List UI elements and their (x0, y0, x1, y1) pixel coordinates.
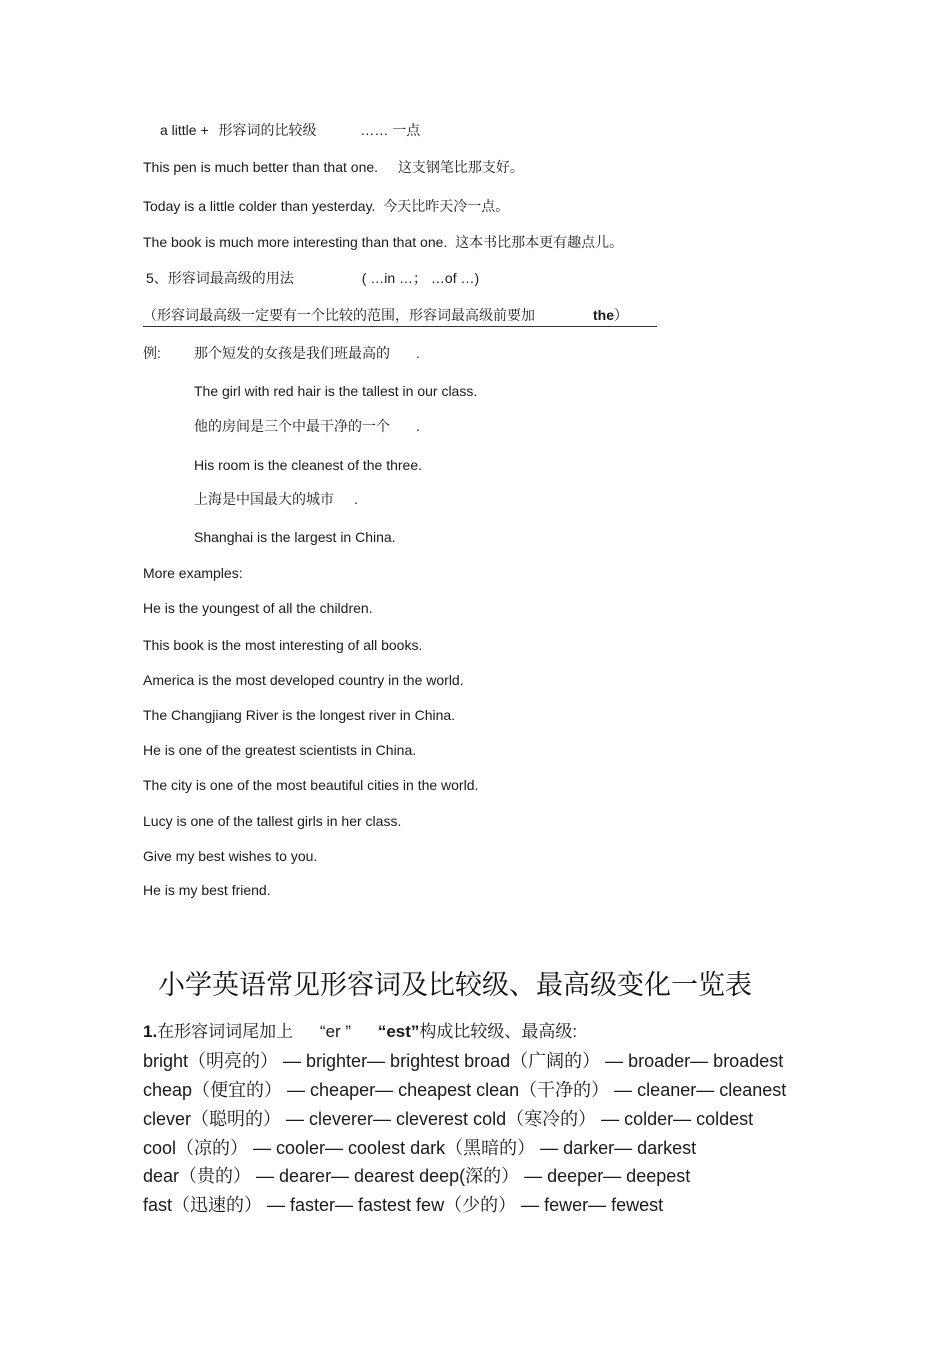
a-little-rule (160, 121, 420, 139)
example-row (143, 197, 509, 215)
example-label: 例: (143, 345, 161, 361)
more-example: Lucy is one of the tallest girls in her class. (143, 813, 402, 829)
example-en: Shanghai is the largest in China. (194, 529, 396, 545)
a-bit-text: …… 一点 (360, 122, 421, 138)
more-example: Give my best wishes to you. (143, 848, 318, 864)
example-zh: 这本书比那本更有趣点儿。 (455, 234, 624, 250)
word-row: cheap（便宜的） — cheaper— cheapest clean（干净的） — cleaner— cleanest (143, 1080, 787, 1100)
example-zh: 上海是中国最大的城市 (194, 491, 334, 507)
word-row: bright（明亮的） — brighter— brightest broad（广阔的） — broader— broadest (143, 1051, 784, 1071)
example-dot: . (416, 345, 420, 361)
more-example: America is the most developed country in the world. (143, 672, 464, 688)
rule-er: “er ” (319, 1022, 352, 1041)
more-example: This book is the most interesting of all books. (143, 637, 423, 653)
example-en: The book is much more interesting than that one. (143, 234, 448, 250)
more-example: He is one of the greatest scientists in China. (143, 742, 417, 758)
more-example: He is my best friend. (143, 882, 271, 898)
rule-text-a: 在形容词词尾加上 (157, 1022, 294, 1041)
example-zh: 今天比昨天冷一点。 (383, 198, 510, 214)
a-little-text: a little + (160, 122, 209, 138)
example-zh-line (194, 490, 358, 508)
rule-1 (143, 1021, 577, 1043)
comparative-text: 形容词的比较级 (218, 122, 317, 138)
superlative-note (143, 306, 657, 327)
note-text: （形容词最高级一定要有一个比较的范围，形容词最高级前要加 (143, 307, 535, 323)
rule-est: “est” (377, 1022, 420, 1041)
page-title: 小学英语常见形容词及比较级、最高级变化一览表 (158, 970, 752, 1001)
example-dot: . (354, 491, 358, 507)
example-dot: . (416, 418, 420, 434)
section-heading (146, 269, 479, 287)
word-row: fast（迅速的） — faster— fastest few（少的） — fewer— fewest (143, 1195, 664, 1215)
more-example: The Changjiang River is the longest river in China. (143, 707, 456, 723)
section-pattern: ( …in …； …of …) (361, 270, 480, 286)
note-the: the (593, 307, 614, 323)
example-en: Today is a little colder than yesterday. (143, 198, 376, 214)
more-example: He is the youngest of all the children. (143, 600, 373, 616)
example-zh: 这支钢笔比那支好。 (397, 159, 524, 175)
section-title: 5、形容词最高级的用法 (146, 270, 294, 286)
example-en: This pen is much better than that one. (143, 159, 379, 175)
note-close: ） (614, 307, 628, 323)
word-row: dear（贵的） — dearer— dearest deep(深的） — deeper— deepest (143, 1166, 691, 1186)
more-example: The city is one of the most beautiful cities in the world. (143, 777, 479, 793)
example-zh-line (194, 417, 420, 435)
example-row (143, 158, 524, 176)
example-zh-line (194, 344, 420, 362)
example-en: His room is the cleanest of the three. (194, 457, 422, 473)
more-examples-label: More examples: (143, 565, 243, 581)
example-row (143, 233, 623, 251)
rule-text-b: 构成比较级、最高级: (419, 1022, 578, 1041)
example-zh: 那个短发的女孩是我们班最高的 (194, 345, 390, 361)
word-row: clever（聪明的） — cleverer— cleverest cold（寒冷的） — colder— coldest (143, 1109, 754, 1129)
example-zh: 他的房间是三个中最干净的一个 (194, 418, 390, 434)
example-en: The girl with red hair is the tallest in our class. (194, 383, 478, 399)
rule-number: 1. (143, 1022, 158, 1041)
word-row: cool（凉的） — cooler— coolest dark（黑暗的） — darker— darkest (143, 1138, 697, 1158)
